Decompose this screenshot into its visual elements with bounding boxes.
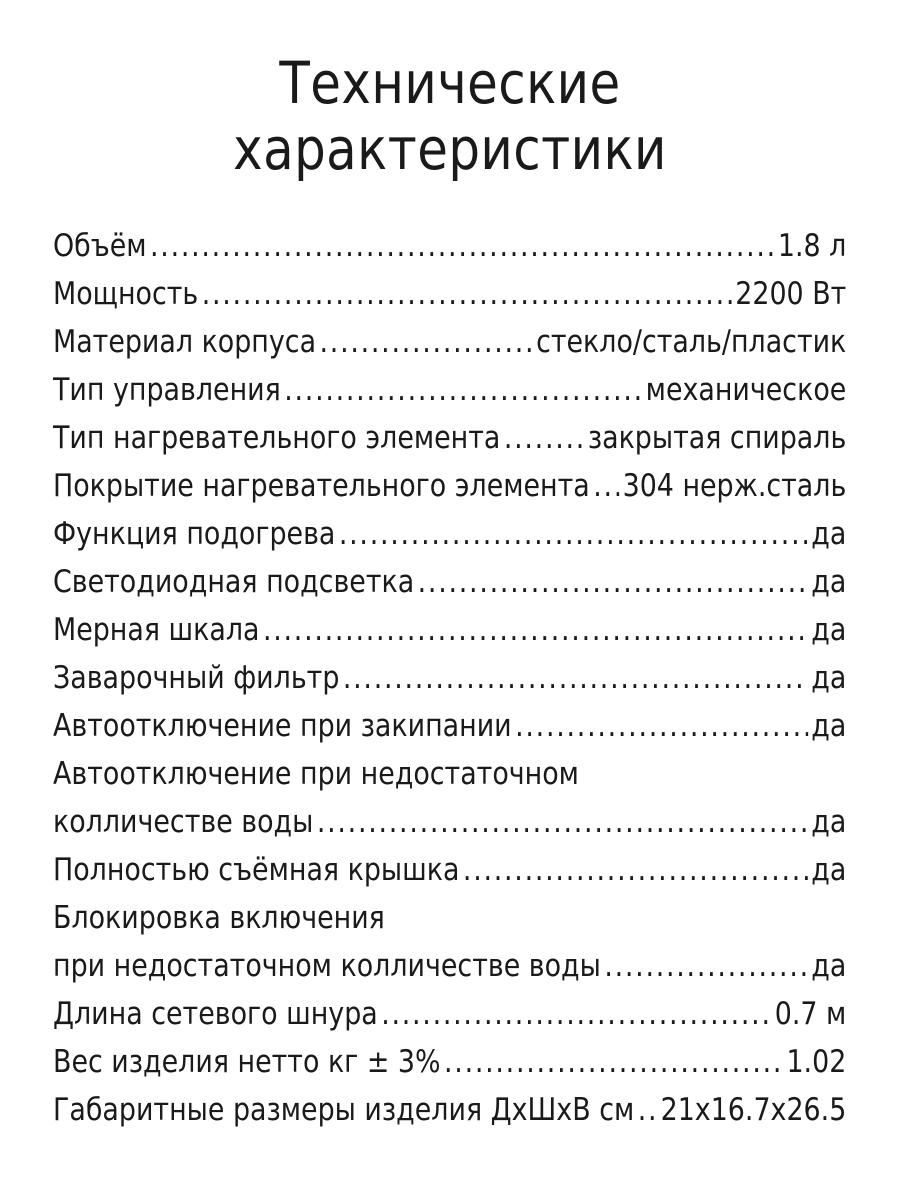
spec-row — [53, 654, 846, 702]
dot-leader — [504, 414, 584, 462]
spec-label: Мощность — [53, 276, 199, 312]
spec-value: да — [811, 516, 846, 552]
spec-value: да — [811, 708, 846, 744]
dot-leader — [263, 606, 808, 654]
spec-value: да — [811, 612, 846, 648]
spec-list — [53, 222, 846, 1134]
spec-value: да — [811, 804, 846, 840]
spec-row — [53, 558, 846, 606]
dot-leader — [463, 846, 808, 894]
dot-leader — [320, 318, 533, 366]
spec-label: Тип нагревательного элемента — [53, 420, 501, 456]
dot-leader — [150, 222, 774, 270]
spec-row — [53, 366, 846, 414]
spec-value: да — [811, 564, 846, 600]
spec-row — [53, 606, 846, 654]
dot-leader — [202, 270, 732, 318]
spec-label: Вес изделия нетто кг ± 3% — [53, 1044, 441, 1080]
spec-row-content — [53, 702, 846, 750]
title-line-2: характеристики — [233, 115, 667, 183]
page-title — [63, 50, 837, 182]
spec-row — [53, 750, 846, 798]
dot-leader — [381, 990, 771, 1038]
dot-leader — [593, 462, 619, 510]
spec-row-content — [53, 1086, 846, 1134]
spec-row — [53, 222, 846, 270]
dot-leader — [418, 558, 808, 606]
spec-row-content — [53, 462, 846, 510]
spec-label: Функция подогрева — [53, 516, 336, 552]
spec-row — [53, 318, 846, 366]
spec-label: Объём — [53, 228, 147, 264]
spec-row-content — [53, 270, 846, 318]
spec-row — [53, 414, 846, 462]
spec-row — [53, 894, 846, 942]
spec-row-content — [53, 606, 846, 654]
spec-value: да — [811, 948, 846, 984]
dot-leader — [604, 942, 807, 990]
spec-row-content — [53, 414, 846, 462]
dot-leader — [343, 654, 808, 702]
spec-row-content — [53, 798, 846, 846]
dot-leader — [339, 510, 808, 558]
spec-value: механическое — [645, 372, 846, 408]
spec-row-content — [53, 654, 846, 702]
spec-label: при недостаточном колличестве воды — [53, 948, 601, 984]
spec-label: Мерная шкала — [53, 612, 260, 648]
spec-row — [53, 462, 846, 510]
spec-row — [53, 270, 846, 318]
spec-row-content — [53, 942, 846, 990]
spec-value: 1.02 — [786, 1044, 846, 1080]
spec-value: да — [811, 852, 846, 888]
spec-value: 2200 Вт — [735, 276, 846, 312]
spec-label: Тип управления — [53, 372, 281, 408]
spec-label: Заварочный фильтр — [53, 660, 340, 696]
spec-value: 21х16.7х26.5 — [660, 1092, 846, 1128]
spec-row — [53, 798, 846, 846]
title-line-1: Технические — [279, 49, 621, 117]
spec-label: Автоотключение при недостаточном — [53, 756, 579, 792]
spec-row-content — [53, 750, 846, 798]
spec-row-content — [53, 222, 846, 270]
spec-row — [53, 990, 846, 1038]
spec-row-content — [53, 510, 846, 558]
spec-label: колличестве воды — [53, 804, 314, 840]
spec-row-content — [53, 366, 846, 414]
spec-row — [53, 510, 846, 558]
dot-leader — [284, 366, 642, 414]
spec-label: Материал корпуса — [53, 324, 317, 360]
spec-value: 0.7 м — [774, 996, 846, 1032]
dot-leader — [638, 1086, 657, 1134]
spec-row — [53, 1086, 846, 1134]
spec-label: Автоотключение при закипании — [53, 708, 512, 744]
spec-row — [53, 702, 846, 750]
spec-label: Длина сетевого шнура — [53, 996, 378, 1032]
dot-leader — [317, 798, 808, 846]
spec-row-content — [53, 558, 846, 606]
dot-leader — [515, 702, 808, 750]
spec-label: Покрытие нагревательного элемента — [53, 468, 590, 504]
spec-row — [53, 1038, 846, 1086]
spec-label: Полностью съёмная крышка — [53, 852, 460, 888]
spec-value: стекло/сталь/пластик — [536, 324, 846, 360]
spec-row-content — [53, 894, 846, 942]
spec-row-content — [53, 846, 846, 894]
spec-row-content — [53, 318, 846, 366]
spec-value: закрытая спираль — [587, 420, 846, 456]
spec-row — [53, 942, 846, 990]
spec-row-content — [53, 990, 846, 1038]
spec-label: Габаритные размеры изделия ДхШхВ см — [53, 1092, 635, 1128]
spec-label: Блокировка включения — [53, 900, 385, 936]
spec-value: да — [811, 660, 846, 696]
dot-leader — [444, 1038, 783, 1086]
spec-row-content — [53, 1038, 846, 1086]
spec-row — [53, 846, 846, 894]
spec-value: 1.8 л — [777, 228, 846, 264]
spec-label: Светодиодная подсветка — [53, 564, 415, 600]
spec-value: 304 нерж.сталь — [622, 468, 846, 504]
